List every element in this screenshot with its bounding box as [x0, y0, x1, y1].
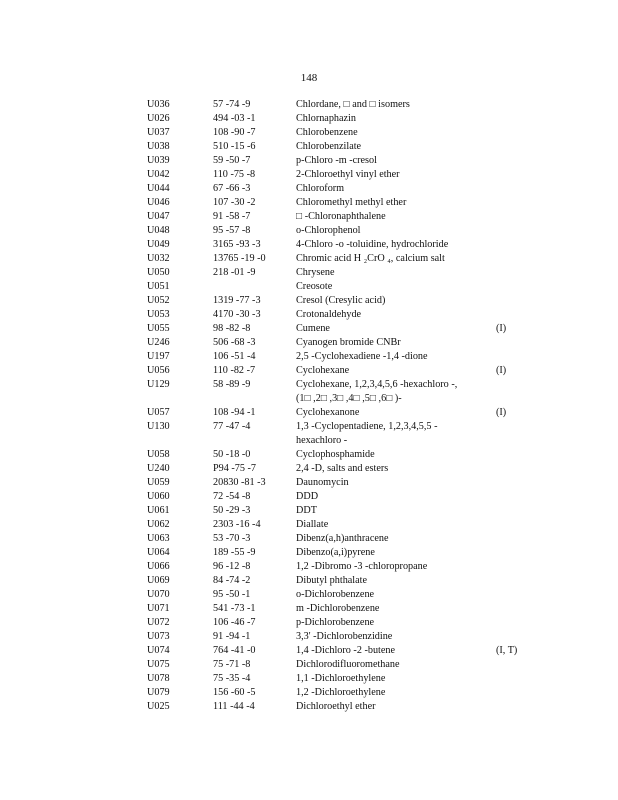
hazard-code: (I) — [496, 407, 507, 418]
cas-number: 75 -35 -4 — [213, 673, 251, 684]
waste-code: U051 — [147, 281, 170, 292]
waste-code: U053 — [147, 309, 170, 320]
substance-name: Chloromethyl methyl ether — [296, 197, 407, 208]
table-row — [147, 252, 527, 266]
table-row — [147, 560, 527, 574]
cas-number: 107 -30 -2 — [213, 197, 256, 208]
substance-name: 2-Chloroethyl vinyl ether — [296, 169, 400, 180]
table-row — [147, 630, 527, 644]
substance-name: Dibutyl phthalate — [296, 575, 368, 586]
substance-name: Dibenz(a,h)anthracene — [296, 533, 389, 544]
cas-number: 53 -70 -3 — [213, 533, 251, 544]
substance-name: Daunomycin — [296, 477, 349, 488]
cas-number: 510 -15 -6 — [213, 141, 256, 152]
waste-code: U129 — [147, 379, 170, 390]
cas-number: 13765 -19 -0 — [213, 253, 266, 264]
cas-number: 91 -94 -1 — [213, 631, 251, 642]
waste-code: U057 — [147, 407, 170, 418]
table-row — [147, 574, 527, 588]
substance-name: o-Dichlorobenzene — [296, 589, 375, 600]
table-row — [147, 308, 527, 322]
table-row — [147, 294, 527, 308]
waste-code: U047 — [147, 211, 170, 222]
waste-code: U066 — [147, 561, 170, 572]
substance-name: 1,2 -Dibromo -3 -chloropropane — [296, 561, 428, 572]
table-row — [147, 686, 527, 700]
cas-number: 106 -46 -7 — [213, 617, 256, 628]
cas-number: 59 -50 -7 — [213, 155, 251, 166]
substance-name: Crotonaldehyde — [296, 309, 362, 320]
substance-name: 1,3 -Cyclopentadiene, 1,2,3,4,5,5 - — [296, 421, 438, 432]
cas-number: 91 -58 -7 — [213, 211, 251, 222]
waste-code: U058 — [147, 449, 170, 460]
waste-code: U050 — [147, 267, 170, 278]
cas-number: 2303 -16 -4 — [213, 519, 261, 530]
waste-code: U056 — [147, 365, 170, 376]
cas-number: 764 -41 -0 — [213, 645, 256, 656]
substance-name: Dibenzo(a,i)pyrene — [296, 547, 375, 558]
cas-number: 96 -12 -8 — [213, 561, 251, 572]
table-row — [147, 518, 527, 532]
table-row — [147, 672, 527, 686]
waste-code: U038 — [147, 141, 170, 152]
substance-name: DDD — [296, 491, 319, 502]
table-row — [147, 350, 527, 364]
waste-code: U044 — [147, 183, 170, 194]
waste-code: U042 — [147, 169, 170, 180]
cas-number: 110 -82 -7 — [213, 365, 256, 376]
substance-name: Cresol (Cresylic acid) — [296, 295, 386, 306]
substance-name: Chrysene — [296, 267, 335, 278]
substance-name: Chlordane, □ and □ isomers — [296, 99, 410, 110]
cas-number: 67 -66 -3 — [213, 183, 251, 194]
cas-number: 506 -68 -3 — [213, 337, 256, 348]
table-row — [147, 378, 527, 406]
table-row — [147, 196, 527, 210]
hazard-code: (I, T) — [496, 645, 518, 656]
waste-code: U061 — [147, 505, 170, 516]
table-row — [147, 336, 527, 350]
substance-name: 1,1 -Dichloroethylene — [296, 673, 386, 684]
substance-name: Chlorobenzene — [296, 127, 358, 138]
waste-code: U074 — [147, 645, 170, 656]
table-row — [147, 140, 527, 154]
waste-code: U052 — [147, 295, 170, 306]
waste-code: U197 — [147, 351, 170, 362]
substance-name: Dichlorodifluoromethane — [296, 659, 400, 670]
table-row — [147, 322, 527, 336]
substance-name: p-Chloro -m -cresol — [296, 155, 377, 166]
cas-number: 95 -50 -1 — [213, 589, 251, 600]
substance-name: o-Chlorophenol — [296, 225, 361, 236]
substance-name: Creosote — [296, 281, 333, 292]
substance-name: 2,5 -Cyclohexadiene -1,4 -dione — [296, 351, 428, 362]
waste-code: U049 — [147, 239, 170, 250]
cas-number: 98 -82 -8 — [213, 323, 251, 334]
waste-code: U073 — [147, 631, 170, 642]
table-row — [147, 266, 527, 280]
waste-code: U078 — [147, 673, 170, 684]
table-row — [147, 546, 527, 560]
table-row — [147, 126, 527, 140]
waste-code: U063 — [147, 533, 170, 544]
cas-number: 50 -29 -3 — [213, 505, 251, 516]
cas-number: 20830 -81 -3 — [213, 477, 266, 488]
substance-name: 2,4 -D, salts and esters — [296, 463, 389, 474]
substance-name-continued: hexachloro - — [296, 435, 348, 446]
cas-number: 58 -89 -9 — [213, 379, 251, 390]
table-row — [147, 224, 527, 238]
substance-name: Cyanogen bromide CNBr — [296, 337, 401, 348]
cas-number: P94 -75 -7 — [213, 463, 257, 474]
table-row — [147, 280, 527, 294]
waste-code: U039 — [147, 155, 170, 166]
table-row — [147, 532, 527, 546]
substance-name: Cyclohexane, 1,2,3,4,5,6 -hexachloro -, — [296, 379, 458, 390]
table-row — [147, 588, 527, 602]
substance-name-continued: (1□ ,2□ ,3□ ,4□ ,5□ ,6□ )- — [296, 393, 402, 404]
waste-code: U037 — [147, 127, 170, 138]
table-row — [147, 154, 527, 168]
substance-name: Diallate — [296, 519, 329, 530]
table-row — [147, 210, 527, 224]
cas-number: 84 -74 -2 — [213, 575, 251, 586]
cas-number: 50 -18 -0 — [213, 449, 251, 460]
table-row — [147, 462, 527, 476]
substance-name: □ -Chloronaphthalene — [296, 211, 386, 222]
waste-code: U055 — [147, 323, 170, 334]
table-row — [147, 658, 527, 672]
waste-code: U071 — [147, 603, 170, 614]
waste-code: U062 — [147, 519, 170, 530]
table-row — [147, 616, 527, 630]
waste-code: U059 — [147, 477, 170, 488]
substance-name: Cumene — [296, 323, 330, 334]
table-row — [147, 602, 527, 616]
cas-number: 189 -55 -9 — [213, 547, 256, 558]
substance-name: Cyclohexane — [296, 365, 350, 376]
table-row — [147, 504, 527, 518]
substance-name: p-Dichlorobenzene — [296, 617, 375, 628]
cas-number: 541 -73 -1 — [213, 603, 256, 614]
waste-code: U060 — [147, 491, 170, 502]
waste-code: U032 — [147, 253, 170, 264]
substance-name: Chloroform — [296, 183, 345, 194]
hazard-code: (I) — [496, 365, 507, 376]
substance-name: m -Dichlorobenzene — [296, 603, 380, 614]
waste-code: U036 — [147, 99, 170, 110]
substance-name: 1,2 -Dichloroethylene — [296, 687, 386, 698]
waste-code: U069 — [147, 575, 170, 586]
substance-name: Dichloroethyl ether — [296, 701, 376, 712]
cas-number: 494 -03 -1 — [213, 113, 256, 124]
table-row — [147, 448, 527, 462]
cas-number: 218 -01 -9 — [213, 267, 256, 278]
waste-code: U130 — [147, 421, 170, 432]
cas-number: 75 -71 -8 — [213, 659, 251, 670]
cas-number: 106 -51 -4 — [213, 351, 256, 362]
cas-number: 108 -90 -7 — [213, 127, 256, 138]
table-row — [147, 364, 527, 378]
table-row — [147, 98, 527, 112]
waste-code: U240 — [147, 463, 170, 474]
table-row — [147, 644, 527, 658]
waste-code: U070 — [147, 589, 170, 600]
cas-number: 156 -60 -5 — [213, 687, 256, 698]
table-row — [147, 168, 527, 182]
hazard-code: (I) — [496, 323, 507, 334]
waste-code: U072 — [147, 617, 170, 628]
waste-code: U048 — [147, 225, 170, 236]
waste-code: U026 — [147, 113, 170, 124]
substance-name: 4-Chloro -o -toluidine, hydrochloride — [296, 239, 449, 250]
waste-code: U075 — [147, 659, 170, 670]
substance-name: Chromic acid H ₂CrO ₄, calcium salt — [296, 253, 445, 264]
waste-code: U079 — [147, 687, 170, 698]
waste-code: U046 — [147, 197, 170, 208]
table-row — [147, 406, 527, 420]
cas-number: 111 -44 -4 — [213, 701, 255, 712]
table-row — [147, 112, 527, 126]
cas-number: 110 -75 -8 — [213, 169, 256, 180]
substance-name: Cyclophosphamide — [296, 449, 375, 460]
cas-number: 77 -47 -4 — [213, 421, 251, 432]
table-row — [147, 700, 527, 714]
table-row — [147, 490, 527, 504]
substance-name: Chlornaphazin — [296, 113, 356, 124]
cas-number: 72 -54 -8 — [213, 491, 251, 502]
cas-number: 95 -57 -8 — [213, 225, 251, 236]
hazardous-waste-table — [147, 98, 527, 714]
table-row — [147, 238, 527, 252]
table-row — [147, 182, 527, 196]
page-number: 148 — [300, 72, 318, 84]
waste-code: U064 — [147, 547, 170, 558]
cas-number: 4170 -30 -3 — [213, 309, 261, 320]
cas-number: 1319 -77 -3 — [213, 295, 261, 306]
table-row — [147, 420, 527, 448]
substance-name: Cyclohexanone — [296, 407, 360, 418]
substance-name: 1,4 -Dichloro -2 -butene — [296, 645, 396, 656]
substance-name: Chlorobenzilate — [296, 141, 362, 152]
waste-code: U025 — [147, 701, 170, 712]
substance-name: DDT — [296, 505, 317, 516]
cas-number: 108 -94 -1 — [213, 407, 256, 418]
waste-code: U246 — [147, 337, 170, 348]
substance-name: 3,3' -Dichlorobenzidine — [296, 631, 393, 642]
cas-number: 57 -74 -9 — [213, 99, 251, 110]
cas-number: 3165 -93 -3 — [213, 239, 261, 250]
table-row — [147, 476, 527, 490]
